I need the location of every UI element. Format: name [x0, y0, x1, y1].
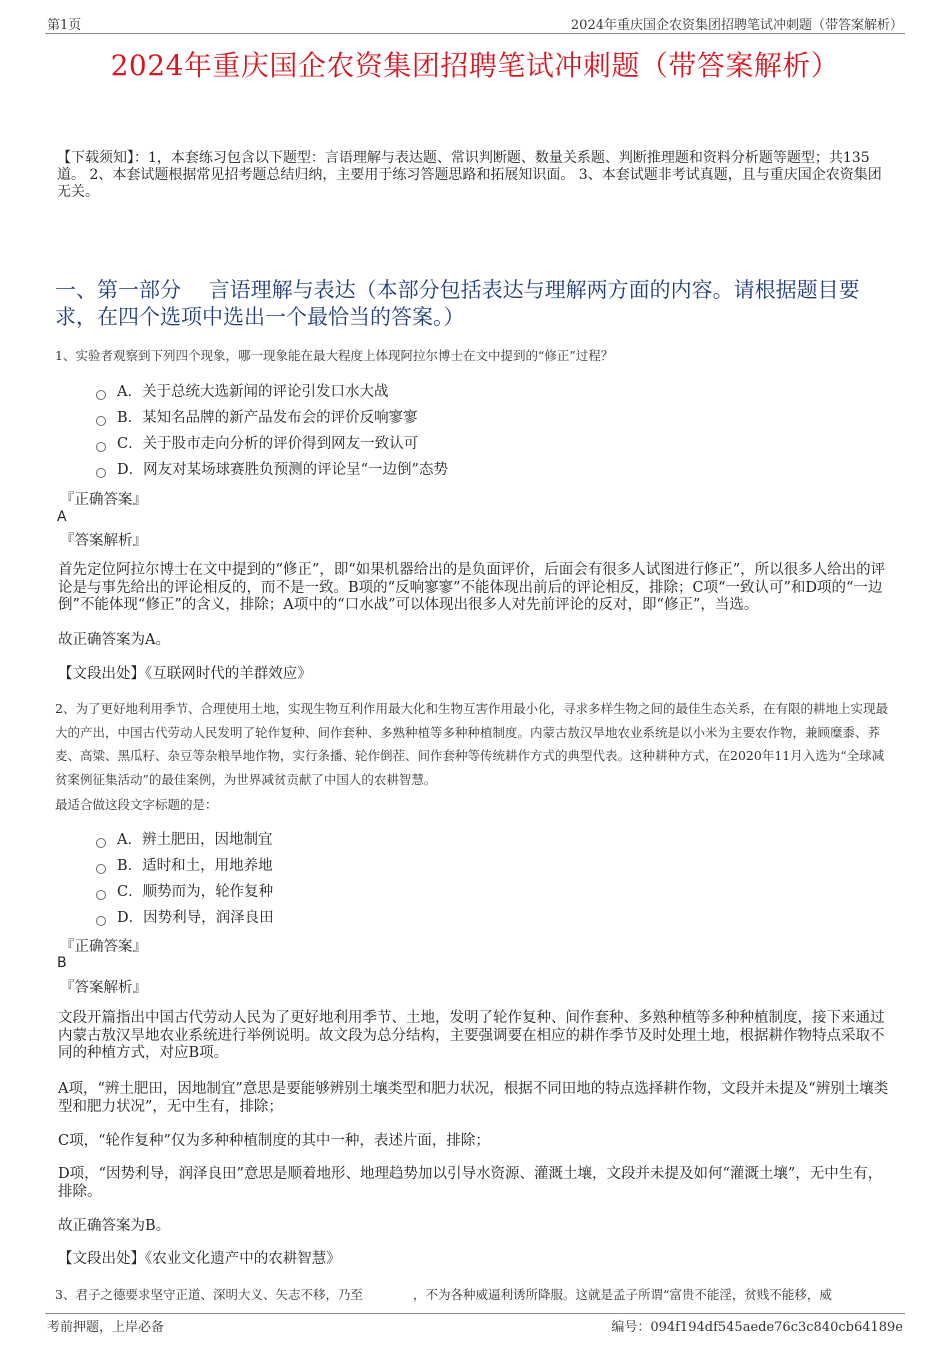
question-1-option-c[interactable]: C．关于股市走向分析的评价得到网友一致认可: [96, 431, 448, 457]
question-1-correct-label: 『正确答案』: [60, 492, 147, 508]
question-1-analysis: 首先定位阿拉尔博士在文中提到的“修正”，即“如果机器给出的是负面评价，后面会有很多人试图进行修正”，所以很多人给出的评论是与事先给出的评论相反的，而不是一致。B项的“反响寥寥”不能体现出前后的评论相反，排除；C项“一致认可”和D项的“一边倒”不能体现“修正”的含义，排除；A项中的“口水战”可以体现出很多人对先前评论的反对，即“修正”，当选。: [58, 562, 886, 613]
question-2-stem: 2、为了更好地利用季节、合理使用土地，实现生物互利作用最大化和生物互害作用最小化，寻求多样生物之间的最佳生态关系，在有限的耕地上实现最大的产出，中国古代劳动人民发明了轮作复种、间作套种、多熟种植等多种种植制度。内蒙古敖汉旱地农业系统是以小米为主要农作物，兼顾糜黍、荞麦、高粱、黑瓜籽、杂豆等杂粮旱地作物，实行条播、轮作倒茬、间作套种等传统耕作方式的典型代表。这种耕种方式，在2020年11月入选为“全球减贫案例征集活动”的最佳案例，为世界减贫贡献了中国人的农耕智慧。: [55, 701, 888, 787]
question-2-options: [96, 827, 274, 931]
page-title: 2024年重庆国企农资集团招聘笔试冲刺题（带答案解析）: [110, 49, 840, 82]
question-2-analysis: 文段开篇指出中国古代劳动人民为了更好地利用季节、土地，发明了轮作复种、间作套种、多熟种植等多种种植制度，接下来通过内蒙古敖汉旱地农业系统进行举例说明。故文段为总分结构，主要强调要在相应的耕作季节及时处理土地，根据耕作物特点采取不同的种植方式，对应B项。: [58, 1010, 885, 1061]
question-2-correct-label: 『正确答案』: [60, 939, 147, 955]
radio-icon[interactable]: [96, 468, 106, 478]
question-1-analysis-label: 『答案解析』: [60, 533, 147, 549]
radio-icon[interactable]: [96, 864, 106, 874]
question-2-option-d[interactable]: D．因势利导，润泽良田: [96, 905, 274, 931]
question-2-correct-answer: B: [57, 955, 67, 971]
question-1-option-b[interactable]: B．某知名品牌的新产品发布会的评价反响寥寥: [96, 405, 448, 431]
footer-doc-id: 编号：094f194df545aede76c3c840cb64189e: [611, 1320, 903, 1335]
footer-slogan: 考前押题，上岸必备: [47, 1320, 165, 1335]
question-1-correct-answer: A: [57, 509, 67, 525]
question-2-option-b[interactable]: B．适时和土，用地养地: [96, 853, 274, 879]
question-2-option-d-note: D项，“因势利导，润泽良田”意思是顺着地形、地理趋势加以引导水资源、灌溉土壤，文段并未提及如何“灌溉土壤”，无中生有，排除。: [58, 1166, 883, 1200]
question-2-option-a[interactable]: A．辨土肥田，因地制宜: [96, 827, 274, 853]
radio-icon[interactable]: [96, 838, 106, 848]
download-notice: 【下载须知】：1，本套练习包含以下题型：言语理解与表达题、常识判断题、数量关系题、判断推理题和资料分析题等题型；共135道。 2、本套试题根据常见招考题总结归纳，主要用于练习答题思路和拓展知识面。 3、本套试题非考试真题，且与重庆国企农资集团无关。: [57, 150, 882, 200]
question-2-ask: 最适合做这段文字标题的是：: [55, 797, 218, 812]
question-1-options: [96, 379, 448, 483]
question-2-option-a-note: A项，“辨土肥田，因地制宜”意思是要能够辨别土壤类型和肥力状况，根据不同田地的特点选择耕作物，文段并未提及“辨别土壤类型和肥力状况”，无中生有，排除；: [58, 1081, 889, 1115]
question-2-analysis-label: 『答案解析』: [60, 980, 147, 996]
question-1-source: 【文段出处】《互联网时代的羊群效应》: [58, 666, 312, 682]
section-heading: 一、第一部分 言语理解与表达（本部分包括表达与理解两方面的内容。请根据题目要求，在四个选项中选出一个最恰当的答案。）: [55, 278, 860, 329]
footer-divider: [45, 1313, 905, 1314]
question-2-conclusion: 故正确答案为B。: [58, 1218, 171, 1234]
radio-icon[interactable]: [96, 442, 106, 452]
question-3-stem: 3、君子之德要求坚守正道、深明大义、矢志不移，乃至 ，不为各种威逼利诱所降服。这就是孟子所谓“富贵不能淫，贫贱不能移，威: [55, 1287, 832, 1302]
header-divider: [45, 33, 905, 34]
question-2-option-c-note: C项，“轮作复种”仅为多种种植制度的其中一种，表述片面，排除；: [58, 1133, 490, 1149]
radio-icon[interactable]: [96, 890, 106, 900]
question-1-conclusion: 故正确答案为A。: [58, 632, 170, 648]
radio-icon[interactable]: [96, 916, 106, 926]
header-doc-title: 2024年重庆国企农资集团招聘笔试冲刺题（带答案解析）: [570, 18, 903, 33]
radio-icon[interactable]: [96, 416, 106, 426]
header-page-number: 第1页: [47, 18, 82, 33]
radio-icon[interactable]: [96, 390, 106, 400]
question-2-source: 【文段出处】《农业文化遗产中的农耕智慧》: [58, 1251, 341, 1267]
question-1-option-a[interactable]: A．关于总统大选新闻的评论引发口水大战: [96, 379, 448, 405]
question-1-stem: 1、实验者观察到下列四个现象，哪一现象能在最大程度上体现阿拉尔博士在文中提到的“修正”过程？: [55, 348, 614, 363]
question-2-option-c[interactable]: C．顺势而为，轮作复种: [96, 879, 274, 905]
question-1-option-d[interactable]: D．网友对某场球赛胜负预测的评论呈“一边倒”态势: [96, 457, 448, 483]
